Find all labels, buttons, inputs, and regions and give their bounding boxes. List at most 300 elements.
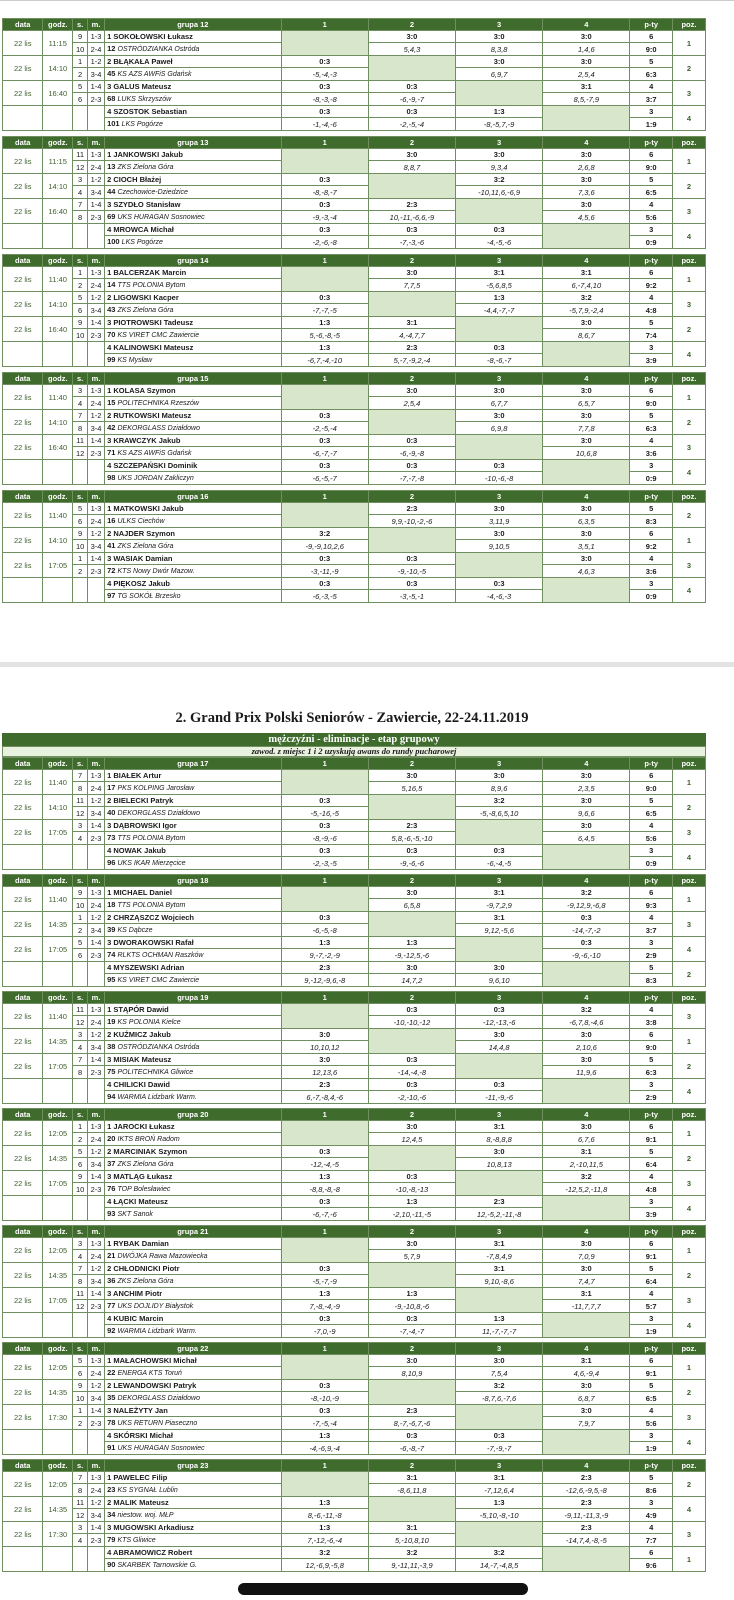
match-date: 22 lis bbox=[3, 1263, 43, 1288]
player-club-name: TTS POLONIA Bytom bbox=[117, 282, 186, 289]
table-number: 4 bbox=[73, 1250, 88, 1263]
self-cell bbox=[543, 1547, 630, 1572]
sets-ratio: 3:6 bbox=[630, 565, 673, 578]
header-col-1: 1 bbox=[281, 19, 368, 31]
match-score: 1:3 bbox=[281, 342, 368, 354]
player-club-name: OSTRÓDZIANKA Ostróda bbox=[117, 46, 200, 53]
table-number: 2 bbox=[73, 565, 88, 578]
player-club-name: TG SOKÓŁ Brzesko bbox=[117, 593, 181, 600]
match-score: 0:3 bbox=[368, 435, 455, 447]
table-number: 10 bbox=[73, 899, 88, 912]
player-seed: 101 bbox=[107, 119, 122, 128]
player-seed: 93 bbox=[107, 1209, 118, 1218]
empty-cell bbox=[43, 224, 73, 249]
table-number: 8 bbox=[73, 782, 88, 795]
player-row-name bbox=[3, 317, 706, 329]
player-club bbox=[105, 1041, 282, 1054]
set-scores: 10,10,12 bbox=[281, 1041, 368, 1054]
player-club bbox=[105, 1158, 282, 1171]
player-number-name: 1 PAWELEC Filip bbox=[107, 1473, 168, 1482]
player-club-name: KTS Gliwice bbox=[117, 1537, 156, 1544]
group-name: grupa 17 bbox=[105, 758, 282, 770]
final-position: 3 bbox=[672, 81, 705, 106]
player-club bbox=[105, 1509, 282, 1522]
group-name: grupa 21 bbox=[105, 1226, 282, 1238]
group-table bbox=[2, 18, 706, 131]
player-seed: 12 bbox=[107, 44, 118, 53]
points: 4 bbox=[630, 435, 673, 447]
set-scores: -5,-7,-9 bbox=[281, 1275, 368, 1288]
match-score: 0:3 bbox=[281, 199, 368, 211]
player-club bbox=[105, 857, 282, 870]
player-club bbox=[105, 515, 282, 528]
player-name bbox=[105, 1121, 282, 1133]
set-scores: -2,-5,-4 bbox=[368, 118, 455, 131]
match-score: 3:0 bbox=[543, 503, 630, 515]
group-name: grupa 23 bbox=[105, 1460, 282, 1472]
header-match: m. bbox=[88, 1460, 105, 1472]
match-date: 22 lis bbox=[3, 553, 43, 578]
header-table: s. bbox=[73, 1109, 88, 1121]
match-score: 0:3 bbox=[281, 553, 368, 565]
player-number-name: 4 KUBIC Marcin bbox=[107, 1314, 164, 1323]
match-score: 3:0 bbox=[543, 317, 630, 329]
set-scores: -8,-6,-7 bbox=[456, 354, 543, 367]
match-score: 3:0 bbox=[543, 199, 630, 211]
match-score: 3:2 bbox=[368, 1547, 455, 1559]
set-scores: -14,-7,-2 bbox=[543, 924, 630, 937]
group-name: grupa 18 bbox=[105, 875, 282, 887]
points: 5 bbox=[630, 56, 673, 68]
match-score: 0:3 bbox=[281, 106, 368, 118]
player-row-name bbox=[3, 1171, 706, 1183]
match-time: 11:15 bbox=[43, 31, 73, 56]
match-score: 0:3 bbox=[281, 578, 368, 590]
self-cell bbox=[456, 1405, 543, 1430]
table-number: 10 bbox=[73, 1183, 88, 1196]
final-position: 2 bbox=[672, 174, 705, 199]
empty-cell bbox=[3, 845, 43, 870]
player-name bbox=[105, 81, 282, 93]
set-scores: 9,12,-5,6 bbox=[456, 924, 543, 937]
player-club bbox=[105, 68, 282, 81]
player-row-club bbox=[3, 924, 706, 937]
set-scores: -8,-10,-9 bbox=[281, 1392, 368, 1405]
self-cell bbox=[543, 106, 630, 131]
sets-ratio: 9:2 bbox=[630, 279, 673, 292]
player-name bbox=[105, 845, 282, 857]
match-score: 3:0 bbox=[281, 1054, 368, 1066]
set-scores: -12,6,-9,5,-8 bbox=[543, 1484, 630, 1497]
final-position: 1 bbox=[672, 1355, 705, 1380]
player-name bbox=[105, 1054, 282, 1066]
sets-ratio: 8:6 bbox=[630, 1484, 673, 1497]
header-col-1: 1 bbox=[281, 491, 368, 503]
header-col-2: 2 bbox=[368, 758, 455, 770]
player-club bbox=[105, 447, 282, 460]
table-number: 6 bbox=[73, 1158, 88, 1171]
player-number-name: 3 DWORAKOWSKI Rafał bbox=[107, 938, 194, 947]
player-club-name: TTS POLONIA Bytom bbox=[117, 902, 186, 909]
set-scores: 9,-7,-2,-9 bbox=[281, 949, 368, 962]
match-time: 16:40 bbox=[43, 435, 73, 460]
set-scores: -5,-8,6,5,10 bbox=[456, 807, 543, 820]
header-date: data bbox=[3, 255, 43, 267]
match-score: 0:3 bbox=[543, 937, 630, 949]
final-position: 1 bbox=[672, 385, 705, 410]
table-number: 5 bbox=[73, 81, 88, 93]
match-score: 2:3 bbox=[281, 962, 368, 974]
set-scores: 9,9,-10,-2,-6 bbox=[368, 515, 455, 528]
player-seed: 97 bbox=[107, 591, 118, 600]
sets-ratio: 3:7 bbox=[630, 924, 673, 937]
points: 4 bbox=[630, 820, 673, 832]
sets-ratio: 7:4 bbox=[630, 329, 673, 342]
player-row-name bbox=[3, 912, 706, 924]
match-score: 0:3 bbox=[281, 410, 368, 422]
player-row-name bbox=[3, 887, 706, 899]
match-score: 1:3 bbox=[281, 1430, 368, 1442]
player-row-club bbox=[3, 1275, 706, 1288]
match-score: 3:2 bbox=[543, 1171, 630, 1183]
set-scores: 7,-8,-4,-9 bbox=[281, 1300, 368, 1313]
group-name: grupa 15 bbox=[105, 373, 282, 385]
final-position: 1 bbox=[672, 887, 705, 912]
match-pairing: 1-3 bbox=[88, 770, 105, 782]
points: 6 bbox=[630, 528, 673, 540]
points: 5 bbox=[630, 795, 673, 807]
player-row-club bbox=[3, 807, 706, 820]
match-pairing: 1-2 bbox=[88, 795, 105, 807]
header-position: poz. bbox=[672, 875, 705, 887]
match-score: 3:0 bbox=[281, 1029, 368, 1041]
final-position: 2 bbox=[672, 503, 705, 528]
header-col-3: 3 bbox=[456, 1109, 543, 1121]
points: 4 bbox=[630, 1405, 673, 1417]
group-table bbox=[2, 1108, 706, 1221]
player-number-name: 3 GALUS Mateusz bbox=[107, 82, 172, 91]
final-position: 4 bbox=[672, 1430, 705, 1455]
header-col-4: 4 bbox=[543, 1343, 630, 1355]
player-row-name bbox=[3, 553, 706, 565]
header-time: godz. bbox=[43, 491, 73, 503]
player-seed: 36 bbox=[107, 1276, 118, 1285]
match-score: 0:3 bbox=[368, 224, 455, 236]
table-number: 1 bbox=[73, 553, 88, 565]
set-scores: 7,-12,-6,-4 bbox=[281, 1534, 368, 1547]
table-number: 8 bbox=[73, 1484, 88, 1497]
match-date: 22 lis bbox=[3, 1004, 43, 1029]
points: 4 bbox=[630, 912, 673, 924]
set-scores: -9,-6,-10 bbox=[543, 949, 630, 962]
final-position: 2 bbox=[672, 962, 705, 987]
player-row-club bbox=[3, 211, 706, 224]
match-pairing: 1-2 bbox=[88, 1146, 105, 1158]
final-position: 1 bbox=[672, 1547, 705, 1572]
header-table: s. bbox=[73, 491, 88, 503]
set-scores: 8,3,8 bbox=[456, 43, 543, 56]
final-position: 2 bbox=[672, 1146, 705, 1171]
match-time: 11:40 bbox=[43, 1004, 73, 1029]
header-col-2: 2 bbox=[368, 1460, 455, 1472]
empty-cell bbox=[73, 1430, 88, 1455]
match-pairing: 2-4 bbox=[88, 899, 105, 912]
header-match: m. bbox=[88, 491, 105, 503]
empty-cell bbox=[43, 962, 73, 987]
set-scores: -7,-4,-7 bbox=[368, 1325, 455, 1338]
match-score: 3:2 bbox=[281, 528, 368, 540]
points: 3 bbox=[630, 937, 673, 949]
match-pairing: 2-4 bbox=[88, 782, 105, 795]
self-cell bbox=[456, 553, 543, 578]
self-cell bbox=[281, 149, 368, 174]
player-name bbox=[105, 578, 282, 590]
player-row-club bbox=[3, 1509, 706, 1522]
player-name bbox=[105, 31, 282, 43]
set-scores: 12,4,5 bbox=[368, 1133, 455, 1146]
match-score: 3:0 bbox=[543, 410, 630, 422]
player-club-name: ZKS Zielona Góra bbox=[117, 164, 174, 171]
match-score: 3:0 bbox=[543, 553, 630, 565]
player-club bbox=[105, 1250, 282, 1263]
match-pairing: 1-2 bbox=[88, 1380, 105, 1392]
match-time: 14:35 bbox=[43, 1146, 73, 1171]
player-seed: 70 bbox=[107, 330, 118, 339]
player-club bbox=[105, 1183, 282, 1196]
match-score: 0:3 bbox=[368, 845, 455, 857]
sets-ratio: 6:3 bbox=[630, 422, 673, 435]
match-score: 2:3 bbox=[368, 503, 455, 515]
player-row-name bbox=[3, 820, 706, 832]
match-date: 22 lis bbox=[3, 199, 43, 224]
set-scores: 7,4,7 bbox=[543, 1275, 630, 1288]
set-scores: 9,6,6 bbox=[543, 807, 630, 820]
header-col-2: 2 bbox=[368, 1343, 455, 1355]
header-points: p-ty bbox=[630, 255, 673, 267]
table-number: 7 bbox=[73, 1263, 88, 1275]
header-points: p-ty bbox=[630, 992, 673, 1004]
match-pairing: 1-3 bbox=[88, 267, 105, 279]
header-points: p-ty bbox=[630, 1109, 673, 1121]
set-scores: 4,6,-9,4 bbox=[543, 1367, 630, 1380]
set-scores: 7,7,8 bbox=[543, 422, 630, 435]
match-score: 3:0 bbox=[543, 1054, 630, 1066]
final-position: 2 bbox=[672, 795, 705, 820]
player-club-name: UKS HURAGAN Sosnowiec bbox=[117, 214, 205, 221]
player-club-name: OSTRÓDZIANKA Ostróda bbox=[117, 1044, 200, 1051]
set-scores: -5,-4,-3 bbox=[281, 68, 368, 81]
set-scores: -4,-6,-3 bbox=[456, 590, 543, 603]
match-score: 1:3 bbox=[281, 1171, 368, 1183]
player-club bbox=[105, 832, 282, 845]
player-club-name: TTS POLONIA Bytom bbox=[117, 835, 186, 842]
self-cell bbox=[456, 1054, 543, 1079]
set-scores: -2,-5,-4 bbox=[281, 422, 368, 435]
table-number: 12 bbox=[73, 1016, 88, 1029]
table-number: 2 bbox=[73, 1133, 88, 1146]
match-time: 14:10 bbox=[43, 292, 73, 317]
player-name bbox=[105, 460, 282, 472]
empty-cell bbox=[73, 1547, 88, 1572]
self-cell bbox=[281, 1121, 368, 1146]
match-score: 0:3 bbox=[281, 1146, 368, 1158]
match-pairing: 1-3 bbox=[88, 1238, 105, 1250]
header-time: godz. bbox=[43, 875, 73, 887]
player-number-name: 1 BALCERZAK Marcin bbox=[107, 268, 187, 277]
player-number-name: 4 ABRAMOWICZ Robert bbox=[107, 1548, 193, 1557]
empty-cell bbox=[73, 342, 88, 367]
player-club-name: LUKS Skrzyszów bbox=[117, 96, 172, 103]
header-match: m. bbox=[88, 992, 105, 1004]
match-score: 0:3 bbox=[368, 106, 455, 118]
match-score: 0:3 bbox=[281, 1313, 368, 1325]
player-row-name bbox=[3, 503, 706, 515]
points: 6 bbox=[630, 1547, 673, 1559]
header-time: godz. bbox=[43, 1343, 73, 1355]
match-pairing: 2-3 bbox=[88, 329, 105, 342]
set-scores: 5,-10,8,10 bbox=[368, 1534, 455, 1547]
player-seed: 77 bbox=[107, 1301, 118, 1310]
match-pairing: 2-3 bbox=[88, 565, 105, 578]
match-score: 3:1 bbox=[543, 1355, 630, 1367]
self-cell bbox=[368, 174, 455, 199]
table-number: 11 bbox=[73, 1004, 88, 1016]
table-number: 12 bbox=[73, 807, 88, 820]
set-scores: -11,7,7,7 bbox=[543, 1300, 630, 1313]
player-name bbox=[105, 1288, 282, 1300]
player-club-name: UKS JORDAN Zakliczyn bbox=[117, 475, 194, 482]
match-pairing: 1-3 bbox=[88, 887, 105, 899]
empty-cell bbox=[43, 1547, 73, 1572]
final-position: 1 bbox=[672, 1238, 705, 1263]
empty-cell bbox=[3, 1079, 43, 1104]
header-col-4: 4 bbox=[543, 1226, 630, 1238]
match-date: 22 lis bbox=[3, 528, 43, 553]
match-pairing: 3-4 bbox=[88, 807, 105, 820]
set-scores: -5,10,-8,-10 bbox=[456, 1509, 543, 1522]
set-scores: 6,5,8 bbox=[368, 899, 455, 912]
match-pairing: 1-2 bbox=[88, 912, 105, 924]
set-scores: -4,-6,9,-4 bbox=[281, 1442, 368, 1455]
player-name bbox=[105, 1004, 282, 1016]
table-number: 5 bbox=[73, 1146, 88, 1158]
final-position: 3 bbox=[672, 1171, 705, 1196]
match-pairing: 1-4 bbox=[88, 81, 105, 93]
points: 5 bbox=[630, 1054, 673, 1066]
header-col-2: 2 bbox=[368, 373, 455, 385]
header-table: s. bbox=[73, 137, 88, 149]
match-date: 22 lis bbox=[3, 317, 43, 342]
player-club bbox=[105, 590, 282, 603]
match-time: 16:40 bbox=[43, 81, 73, 106]
set-scores: -12,5,2,-11,8 bbox=[543, 1183, 630, 1196]
match-pairing: 3-4 bbox=[88, 540, 105, 553]
player-club bbox=[105, 397, 282, 410]
points: 5 bbox=[630, 174, 673, 186]
player-row-name bbox=[3, 1121, 706, 1133]
match-pairing: 1-3 bbox=[88, 385, 105, 397]
set-scores: -9,-10,8,-6 bbox=[368, 1300, 455, 1313]
player-club-name: ZKS Zielona Góra bbox=[117, 307, 174, 314]
match-score: 1:3 bbox=[281, 937, 368, 949]
final-position: 2 bbox=[672, 1380, 705, 1405]
self-cell bbox=[543, 578, 630, 603]
set-scores: -10,11,6,-6,9 bbox=[456, 186, 543, 199]
player-club bbox=[105, 472, 282, 485]
player-club-name: UKS RETURN Piaseczno bbox=[117, 1420, 198, 1427]
set-scores: 2,3,5 bbox=[543, 782, 630, 795]
set-scores: -6,-4,-5 bbox=[456, 857, 543, 870]
page-divider bbox=[0, 662, 734, 667]
sets-ratio: 8:3 bbox=[630, 974, 673, 987]
player-seed: 69 bbox=[107, 212, 118, 221]
match-score: 1:3 bbox=[281, 1522, 368, 1534]
player-seed: 39 bbox=[107, 925, 118, 934]
player-seed: 37 bbox=[107, 1159, 118, 1168]
set-scores: 6,3,5 bbox=[543, 515, 630, 528]
match-score: 0:3 bbox=[281, 1405, 368, 1417]
self-cell bbox=[281, 503, 368, 528]
player-number-name: 4 SKÓRSKI Michał bbox=[107, 1431, 173, 1440]
empty-cell bbox=[73, 460, 88, 485]
player-seed: 41 bbox=[107, 541, 118, 550]
advance-note: zawod. z miejsc 1 i 2 uzyskują awans do rundy pucharowej bbox=[2, 746, 706, 757]
self-cell bbox=[543, 460, 630, 485]
self-cell bbox=[368, 1263, 455, 1288]
match-score: 3:0 bbox=[543, 31, 630, 43]
player-number-name: 3 DĄBROWSKI Igor bbox=[107, 821, 177, 830]
table-number: 9 bbox=[73, 528, 88, 540]
player-row-club bbox=[3, 540, 706, 553]
match-time: 17:05 bbox=[43, 1054, 73, 1079]
match-date: 22 lis bbox=[3, 1472, 43, 1497]
player-seed: 79 bbox=[107, 1535, 118, 1544]
player-number-name: 1 KOLASA Szymon bbox=[107, 386, 176, 395]
group-name: grupa 16 bbox=[105, 491, 282, 503]
header-col-1: 1 bbox=[281, 1226, 368, 1238]
final-position: 4 bbox=[672, 460, 705, 485]
set-scores: -2,-3,-5 bbox=[281, 857, 368, 870]
header-col-1: 1 bbox=[281, 758, 368, 770]
header-col-2: 2 bbox=[368, 491, 455, 503]
player-number-name: 2 CHRZĄSZCZ Wojciech bbox=[107, 913, 195, 922]
player-row-name bbox=[3, 81, 706, 93]
table-number: 11 bbox=[73, 1288, 88, 1300]
match-score: 0:3 bbox=[281, 460, 368, 472]
match-pairing: 1-2 bbox=[88, 1497, 105, 1509]
header-time: godz. bbox=[43, 1460, 73, 1472]
set-scores: -9,7,2,9 bbox=[456, 899, 543, 912]
group-header-row bbox=[3, 992, 706, 1004]
sets-ratio: 9:0 bbox=[630, 397, 673, 410]
table-number: 3 bbox=[73, 1238, 88, 1250]
table-number: 6 bbox=[73, 93, 88, 106]
header-date: data bbox=[3, 1343, 43, 1355]
player-row-club bbox=[3, 1392, 706, 1405]
match-score: 0:3 bbox=[368, 578, 455, 590]
sets-ratio: 6:3 bbox=[630, 1066, 673, 1079]
player-name bbox=[105, 1355, 282, 1367]
player-seed: 100 bbox=[107, 237, 122, 246]
match-time: 17:05 bbox=[43, 1171, 73, 1196]
match-pairing: 1-4 bbox=[88, 820, 105, 832]
match-pairing: 2-3 bbox=[88, 1066, 105, 1079]
match-score: 1:3 bbox=[368, 1288, 455, 1300]
match-score: 3:0 bbox=[543, 770, 630, 782]
match-score: 2:3 bbox=[368, 1405, 455, 1417]
match-time: 11:40 bbox=[43, 267, 73, 292]
set-scores: 5,-7,-9,2,-4 bbox=[368, 354, 455, 367]
